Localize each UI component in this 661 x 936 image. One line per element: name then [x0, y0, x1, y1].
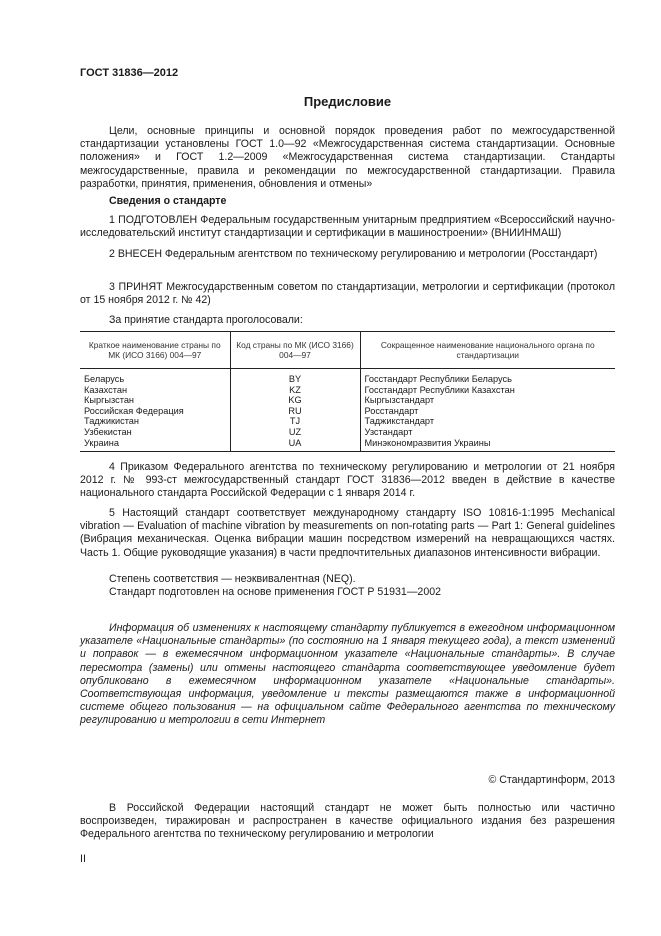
section-heading: Сведения о стандарте: [109, 195, 227, 207]
cell-body: Минэкономразвития Украины: [360, 438, 615, 452]
table-row: [80, 406, 615, 417]
amendment-info-notice: Информация об изменениях к настоящему стандарту публикуется в ежегодном информационном указателе «Национальные стандарты» (по состоянию на 1 января текущего года), а текст изменений и поправок — в ежемесячном информационном указателе «Национальные стандарты». В случае пересмотра (замены) или отмены настоящего стандарта соответствующее уведомление будет опубликовано в ежемесячном информационном указателе «Национальные стандарты». Соответствующая информация, уведомление и тексты размещаются также в информационной системе общего пользования — на официальном сайте Федерального агентства по техническому регулированию и метрологии в сети Интернет: [80, 622, 615, 727]
correspondence-degree: Степень соответствия — неэквивалентная (NEQ).: [109, 573, 356, 585]
table-row: [80, 369, 615, 385]
item-2-paragraph: 2 ВНЕСЕН Федеральным агентством по техническому регулированию и метрологии (Росстандарт): [109, 248, 598, 260]
table-row: [80, 438, 615, 452]
column-header-code: Код страны по МК (ИСО 3166) 004—97: [230, 332, 360, 369]
cell-code: BY: [230, 369, 360, 385]
table-row: [80, 395, 615, 406]
legal-notice: В Российской Федерации настоящий стандарт не может быть полностью или частично воспроизведен, тиражирован и распространен в качестве официального издания без разрешения Федерального агентства по техническому регулированию и метрологии: [80, 802, 615, 841]
cell-body: Госстандарт Республики Казахстан: [360, 385, 615, 396]
item-4-paragraph: 4 Приказом Федерального агентства по техническому регулированию и метрологии от 21 ноября 2012 г. № 993-ст межгосударственный стандарт ГОСТ 31836—2012 введен в действие в качестве национального стандарта Российской Федерации с 1 января 2014 г.: [80, 461, 615, 500]
page-title: Предисловие: [303, 94, 392, 109]
table-row: [80, 385, 615, 396]
cell-country: Беларусь: [84, 374, 125, 384]
cell-code: UZ: [230, 427, 360, 438]
cell-code: RU: [230, 406, 360, 417]
item-1-paragraph: 1 ПОДГОТОВЛЕН Федеральным государственным унитарным предприятием «Всероссийский научно-исследовательский институт стандартизации и сертификации в машиностроении» (ВНИИНМАШ): [80, 214, 615, 240]
cell-country: Таджикистан: [84, 416, 139, 427]
page-number: II: [80, 853, 86, 865]
table-row: [80, 427, 615, 438]
cell-body: Росстандарт: [360, 406, 615, 417]
vote-intro: За принятие стандарта проголосовали:: [109, 314, 303, 326]
document-header: ГОСТ 31836—2012: [80, 67, 179, 79]
cell-body: Узстандарт: [360, 427, 615, 438]
cell-country: Российская Федерация: [84, 405, 184, 416]
item-5-paragraph: 5 Настоящий стандарт соответствует международному стандарту ISO 10816-1:1995 Mechanical vibration — Evaluation of machine vibration by measurements on non-rotating parts — Part 1: General guidelines (Вибрация механическая. Оценка вибрации машин посредством измерений на невращающихся частях. Часть 1. Общие руководящие указания) в части предпочтительных диапазонов интенсивности вибрации.: [80, 507, 615, 559]
cell-country: Узбекистан: [84, 426, 132, 437]
cell-country: Кыргызстан: [84, 395, 135, 406]
table-row: [80, 416, 615, 427]
basis-statement: Стандарт подготовлен на основе применения ГОСТ Р 51931—2002: [109, 586, 441, 598]
item-3-paragraph: 3 ПРИНЯТ Межгосударственным советом по стандартизации, метрологии и сертификации (протокол от 15 ноября 2012 г. № 42): [80, 281, 615, 307]
column-header-country: Краткое наименование страны по МК (ИСО 3166) 004—97: [80, 332, 230, 369]
cell-country: Казахстан: [84, 384, 128, 395]
cell-country: Украина: [80, 438, 230, 452]
table-header-row: [80, 332, 615, 369]
intro-paragraph: Цели, основные принципы и основной порядок проведения работ по межгосударственной стандартизации установлены ГОСТ 1.0—92 «Межгосударственная система стандартизации. Основные положения» и ГОСТ 1.2—2009 «Межгосударственная система стандартизации. Стандарты межгосударственные, правила и рекомендации по межгосударственной стандартизации. Правила разработки, принятия, применения, обновления и отмены»: [80, 125, 615, 190]
cell-code: TJ: [230, 416, 360, 427]
cell-body: Кыргызстандарт: [360, 395, 615, 406]
cell-code: UA: [230, 438, 360, 452]
cell-code: KG: [230, 395, 360, 406]
voting-countries-table: [80, 331, 615, 452]
cell-body: Госстандарт Республики Беларусь: [360, 369, 615, 385]
cell-code: KZ: [230, 385, 360, 396]
column-header-body: Сокращенное наименование национального органа по стандартизации: [360, 332, 615, 369]
copyright-notice: © Стандартинформ, 2013: [488, 774, 615, 786]
cell-body: Таджикстандарт: [360, 416, 615, 427]
